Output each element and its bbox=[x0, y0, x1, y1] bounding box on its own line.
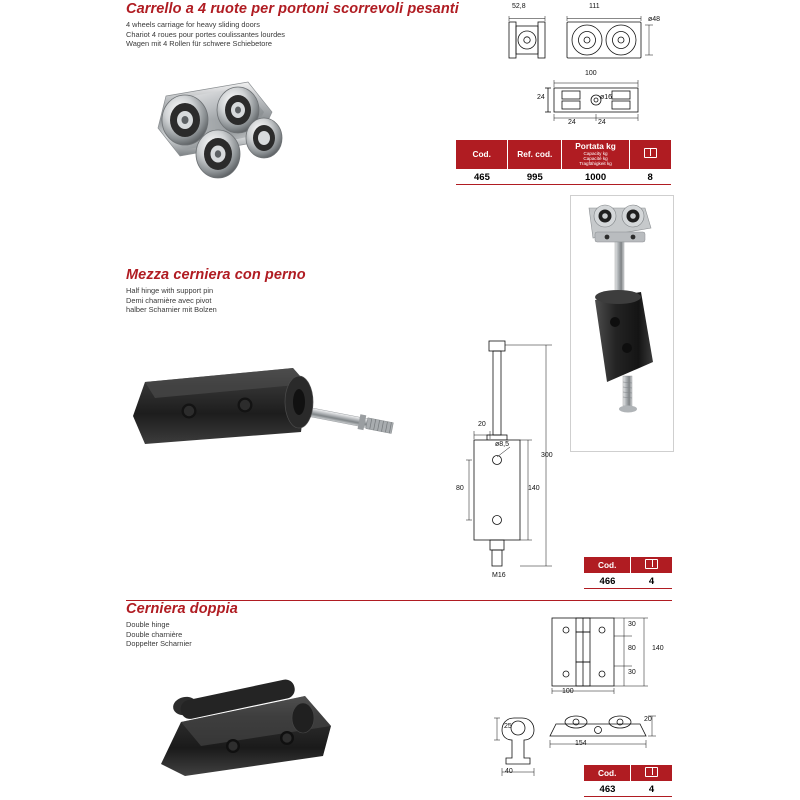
table-row bbox=[584, 781, 672, 797]
dim-140: 140 bbox=[528, 485, 540, 492]
section-title-mezza-cerniera: Mezza cerniera con perno bbox=[126, 267, 306, 283]
th-portata-sub: Capacity kg Capacité kg Tragfähigkeit kg bbox=[579, 151, 612, 167]
table-row bbox=[584, 573, 672, 589]
th-box bbox=[631, 765, 672, 781]
section-title-carrello: Carrello a 4 ruote per portoni scorrevoli pesanti bbox=[126, 1, 459, 17]
box-icon bbox=[645, 767, 658, 777]
subtitle-de: halber Scharnier mit Bolzen bbox=[126, 305, 217, 315]
section-title-cerniera-doppia: Cerniera doppia bbox=[126, 601, 238, 617]
table-header-row bbox=[584, 557, 672, 573]
subtitle-de: Doppelter Scharnier bbox=[126, 639, 192, 649]
cell-portata: 1000 bbox=[562, 169, 630, 185]
subtitle-en: Half hinge with support pin bbox=[126, 286, 214, 295]
dim-30-bottom: 30 bbox=[628, 669, 636, 676]
th-box bbox=[631, 557, 672, 573]
dim-111: 111 bbox=[589, 3, 600, 10]
section-subtitles-carrello bbox=[126, 20, 285, 49]
dim-300: 300 bbox=[541, 452, 553, 459]
cell-cod: 463 bbox=[584, 781, 631, 797]
th-box bbox=[629, 140, 671, 169]
th-ref-cod: Ref. cod. bbox=[508, 140, 562, 169]
pin-assembly-photo bbox=[571, 196, 671, 449]
half-hinge-photo bbox=[125, 340, 415, 455]
dim-o85: ø8,5 bbox=[495, 441, 510, 448]
cell-box-qty: 4 bbox=[631, 781, 672, 797]
th-cod: Cod. bbox=[456, 140, 508, 169]
dim-25: 25 bbox=[504, 723, 512, 730]
subtitle-fr: Demi charnière avec pivot bbox=[126, 295, 212, 305]
cell-ref-cod: 995 bbox=[508, 169, 562, 185]
double-hinge-drawing-front bbox=[540, 608, 675, 696]
cell-cod: 466 bbox=[584, 573, 631, 589]
dim-40: 40 bbox=[505, 768, 513, 775]
dim-52-8: 52,8 bbox=[512, 3, 526, 10]
th-cod: Cod. bbox=[584, 557, 631, 573]
dim-140: 140 bbox=[652, 645, 664, 652]
subtitle-en: 4 wheels carriage for heavy sliding doors bbox=[126, 20, 260, 29]
th-portata-label: Portata kg bbox=[575, 141, 616, 151]
half-hinge-drawing bbox=[460, 335, 570, 585]
dim-100: 100 bbox=[585, 70, 597, 77]
table-header-row bbox=[584, 765, 672, 781]
th-cod: Cod. bbox=[584, 765, 631, 781]
subtitle-fr: Double charnière bbox=[126, 629, 183, 639]
th-portata bbox=[562, 140, 630, 169]
dim-m16: M16 bbox=[492, 572, 506, 579]
dim-o16: ø16 bbox=[600, 94, 613, 101]
box-icon bbox=[644, 148, 657, 158]
carriage-photo bbox=[140, 72, 300, 182]
dim-20: 20 bbox=[478, 421, 486, 428]
table-mezza-cerniera bbox=[584, 557, 672, 589]
subtitle-de: Wagen mit 4 Rollen für schwere Schiebetore bbox=[126, 39, 272, 49]
table-header-row bbox=[456, 140, 671, 169]
section-subtitles-cerniera-doppia bbox=[126, 620, 192, 649]
dim-100: 100 bbox=[562, 688, 574, 695]
cell-cod: 465 bbox=[456, 169, 508, 185]
dim-24-left: 24 bbox=[537, 94, 545, 101]
subtitle-fr: Chariot 4 roues pour portes coulissantes lourdes bbox=[126, 29, 285, 39]
dim-80: 80 bbox=[456, 485, 464, 492]
table-carrello bbox=[456, 140, 671, 185]
table-row bbox=[456, 169, 671, 185]
box-icon bbox=[645, 559, 658, 569]
dim-24-a: 24 bbox=[568, 119, 576, 126]
section-subtitles-mezza-cerniera bbox=[126, 286, 217, 315]
dim-o48: ø48 bbox=[648, 16, 661, 23]
cell-box-qty: 8 bbox=[629, 169, 671, 185]
dim-154: 154 bbox=[575, 740, 587, 747]
double-hinge-photo bbox=[155, 672, 350, 782]
dim-80: 80 bbox=[628, 645, 636, 652]
table-cerniera-doppia bbox=[584, 765, 672, 797]
dim-20: 20 bbox=[644, 716, 652, 723]
cell-box-qty: 4 bbox=[631, 573, 672, 589]
subtitle-en: Double hinge bbox=[126, 620, 170, 629]
dim-24-b: 24 bbox=[598, 119, 606, 126]
dim-30-top: 30 bbox=[628, 621, 636, 628]
pin-assembly-photo-frame bbox=[570, 195, 674, 452]
